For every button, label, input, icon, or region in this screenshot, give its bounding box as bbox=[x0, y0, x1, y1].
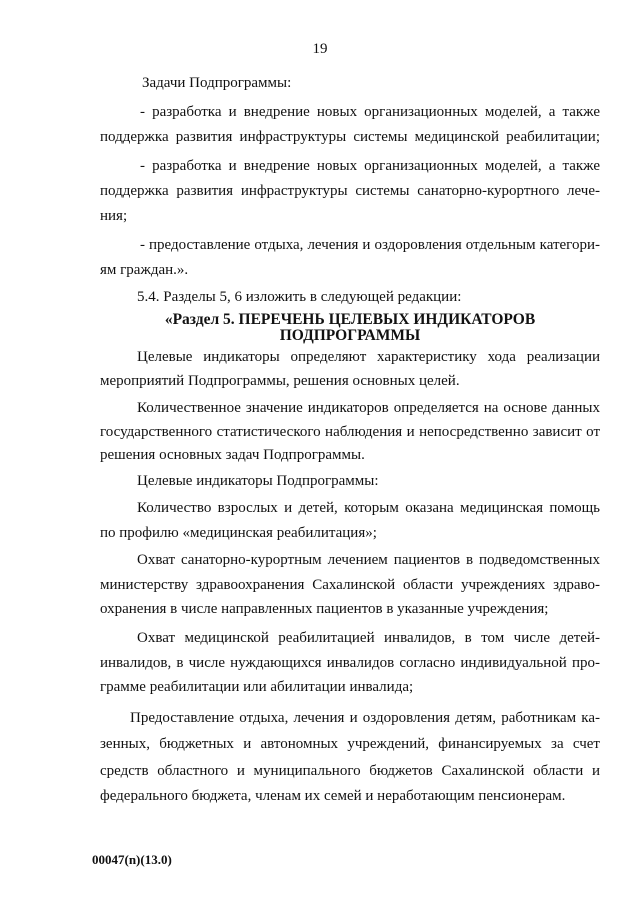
paragraph-line: министерству здравоохранения Сахалинской области учреждениях здраво- bbox=[100, 577, 600, 593]
paragraph-line: 5.4. Разделы 5, 6 изложить в следующей редакции: bbox=[137, 289, 462, 305]
paragraph-line: по профилю «медицинская реабилитация»; bbox=[100, 525, 377, 541]
paragraph-line: - предоставление отдыха, лечения и оздоровления отдельным категори- bbox=[140, 237, 600, 253]
paragraph-line: поддержка развития инфраструктуры системы медицинской реабилитации; bbox=[100, 129, 600, 145]
paragraph-line: ям граждан.». bbox=[100, 262, 189, 278]
paragraph-line: федерального бюджета, членам их семей и неработающим пенсионерам. bbox=[100, 788, 566, 804]
paragraph-line: - разработка и внедрение новых организационных моделей, а также bbox=[140, 104, 600, 120]
paragraph-line: Количественное значение индикаторов определяется на основе данных bbox=[137, 400, 600, 416]
paragraph-line: Охват медицинской реабилитацией инвалидов, в том числе детей- bbox=[137, 630, 600, 646]
document-footer-code: 00047(n)(13.0) bbox=[92, 852, 172, 867]
paragraph-line: решения основных задач Подпрограммы. bbox=[100, 447, 365, 463]
paragraph-line: инвалидов, в числе нуждающихся инвалидов согласно индивидуальной про- bbox=[100, 655, 600, 671]
paragraph-line: мероприятий Подпрограммы, решения основных целей. bbox=[100, 373, 460, 389]
paragraph-line: Предоставление отдыха, лечения и оздоровления детям, работникам ка- bbox=[130, 710, 600, 726]
paragraph-line: средств областного и муниципального бюджетов Сахалинской области и bbox=[100, 763, 600, 779]
paragraph-line: зенных, бюджетных и автономных учреждений, финансируемых за счет bbox=[100, 736, 600, 752]
section-heading-line-1: «Раздел 5. ПЕРЕЧЕНЬ ЦЕЛЕВЫХ ИНДИКАТОРОВ bbox=[164, 311, 536, 328]
paragraph-line: Целевые индикаторы Подпрограммы: bbox=[137, 473, 379, 489]
section-heading-line-2: ПОДПРОГРАММЫ bbox=[279, 327, 421, 344]
page-number: 19 bbox=[312, 41, 328, 57]
paragraph-line: Задачи Подпрограммы: bbox=[142, 75, 292, 91]
paragraph-line: охранения в числе направленных пациентов в указанные учреждения; bbox=[100, 601, 549, 617]
paragraph-line: грамме реабилитации или абилитации инвалида; bbox=[100, 679, 414, 695]
paragraph-line: государственного статистического наблюдения и непосредственно зависит от bbox=[100, 424, 600, 440]
paragraph-line: Количество взрослых и детей, которым оказана медицинская помощь bbox=[137, 500, 600, 516]
paragraph-line: Охват санаторно-курортным лечением пациентов в подведомственных bbox=[137, 552, 600, 568]
paragraph-line: Целевые индикаторы определяют характеристику хода реализации bbox=[137, 349, 600, 365]
paragraph-line: - разработка и внедрение новых организационных моделей, а также bbox=[140, 158, 600, 174]
paragraph-line: поддержка развития инфраструктуры системы санаторно-курортного лече- bbox=[100, 183, 600, 199]
paragraph-line: ния; bbox=[100, 208, 128, 224]
